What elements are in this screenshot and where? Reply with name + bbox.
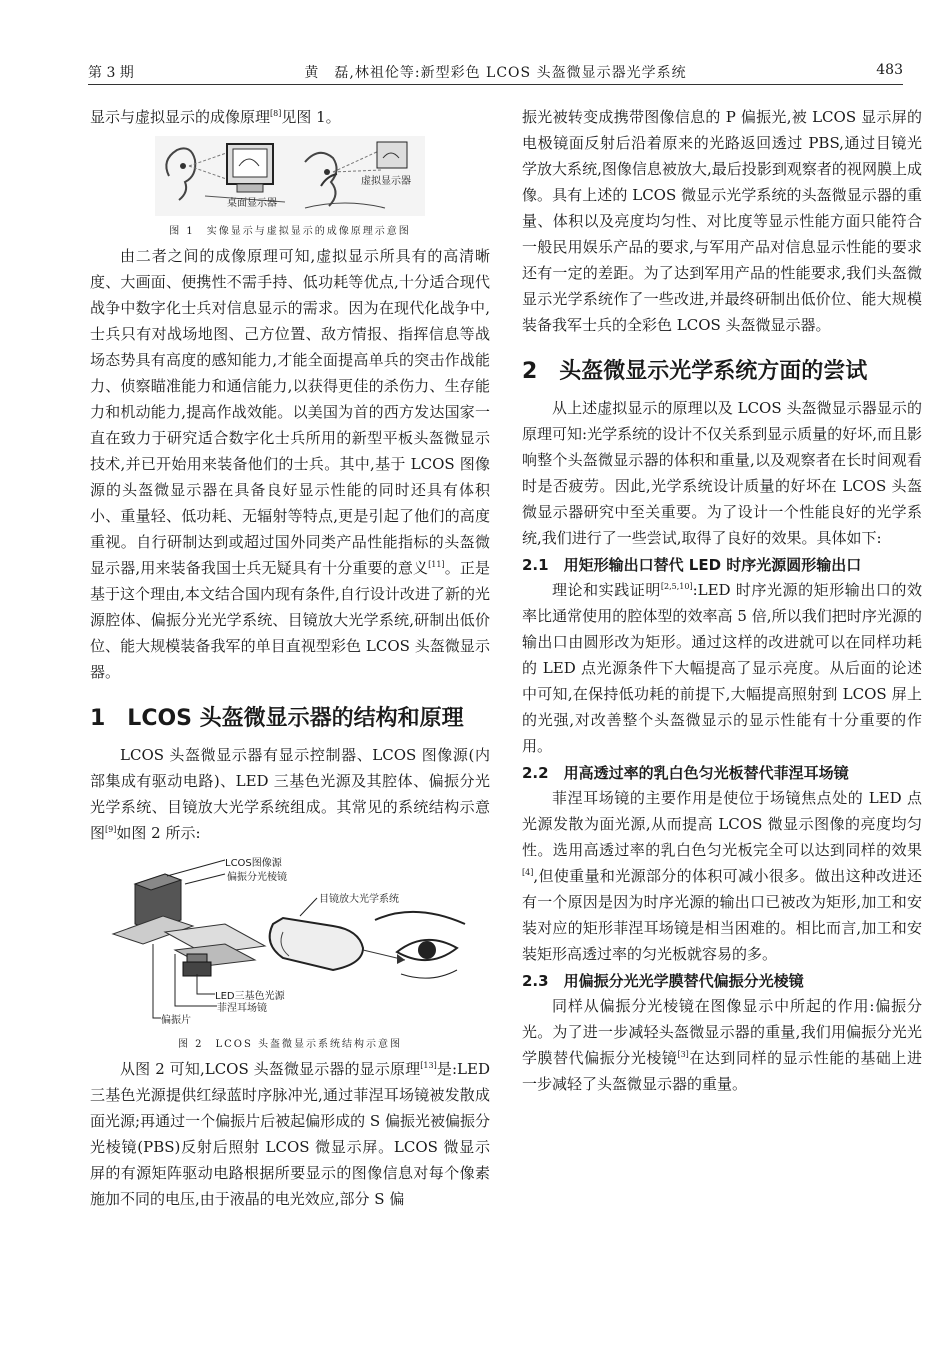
paragraph: 由二者之间的成像原理可知,虚拟显示所具有的高清晰度、大画面、便携性不需手持、低功耗等优点,十分适合现代战争中数字化士兵对信息显示的需求。因为在现代化战争中,士兵只有对战场地图、己方位置、敌方情报、指挥信息等战场态势具有高度的感知能力,才能全面提高单兵的突击作战能力、侦察瞄准能力和通信能力,以获得更佳的杀伤力、生存能力和机动能力,提高作战效能。以美国为首的西方发达国家一直在致力于研究适合数字化士兵所用的新型平板头盔微显示技术,并已开始用来装备他们的士兵。其中,基于 LCOS 图像源的头盔微显示器在具备良好显示性能的同时还具有体积小、重量轻、低功耗、无辐射等特点,更是引起了他们的高度重视。自行研制达到或超过国外同类产品性能指标的头盔微显示器,用来装备我国士兵无疑具有十分重要的意义[11]。正是基于这个理由,本文结合国内现有条件,自行设计改进了新的光源腔体、偏振分光光学系统、目镜放大光学系统,研制出低价位、能大规模装备我军的单目直视型彩色 LCOS 头盔微显示器。 [90, 247, 490, 681]
citation[interactable]: [4] [522, 868, 534, 877]
page-number: 483 [876, 62, 903, 78]
figure-1-image [155, 136, 425, 216]
citation[interactable]: [9] [105, 825, 117, 834]
paragraph: 显示与虚拟显示的成像原理[8]见图 1。 [90, 108, 341, 126]
right-column [522, 104, 922, 1097]
citation[interactable]: [3] [677, 1050, 689, 1059]
label-desktop-display: 桌面显示器 [227, 198, 277, 209]
paragraph: 从图 2 可知,LCOS 头盔微显示器的显示原理[13]是:LED 三基色光源提供红绿蓝时序脉冲光,通过菲涅耳场镜被发散成面光源;再通过一个偏振片后被起偏形成的 S 偏振光被偏振分光棱镜(PBS)反射后照射 LCOS 微显示屏。LCOS 微显示屏的有源矩阵驱动电路根据所要显示的图像信息对每个像素施加不同的电压,由于液晶的电光效应,部分 S 偏 [90, 1060, 490, 1208]
figure-2-caption: 图 2 LCOS 头盔微显示系统结构示意图 [177, 1039, 403, 1050]
figure-2-illustration [105, 854, 475, 1029]
label-polarizer: 偏振片 [161, 1015, 191, 1026]
section-1-heading: 1 LCOS 头盔微显示器的结构和原理 [90, 706, 464, 731]
issue-number: 第 3 期 [88, 65, 134, 81]
subsection-2-1-heading: 2.1 用矩形输出口替代 LED 时序光源圆形输出口 [522, 556, 862, 574]
label-fresnel-lens: 菲涅耳场镜 [217, 1003, 267, 1014]
running-header [88, 60, 903, 85]
paragraph: 理论和实践证明[2,5,10]:LED 时序光源的矩形输出口的效率比通常使用的腔体型的效率高 5 倍,所以我们把时序光源的输出口由圆形改为矩形。通过这样的改进就可以在同样功耗的 LED 点光源条件下大幅提高了显示亮度。从后面的论述中可知,在保持低功耗的前提下,大幅提高照射到 LCOS 屏上的光强,对改善整个头盔微显示的显示性能有十分重要的作用。 [522, 581, 922, 755]
paragraph: 同样从偏振分光棱镜在图像显示中所起的作用:偏振分光。为了进一步减轻头盔微显示器的重量,我们用偏振分光光学膜替代偏振分光棱镜[3]在达到同样的显示性能的基础上进一步减轻了头盔微显示器的重量。 [522, 997, 922, 1093]
citation[interactable]: [11] [428, 560, 445, 569]
label-lcos-source: LCOS图像源 [225, 858, 282, 869]
paragraph: LCOS 头盔微显示器有显示控制器、LCOS 图像源(内部集成有驱动电路)、LED 三基色光源及其腔体、偏振分光光学系统、目镜放大光学系统组成。其常见的系统结构示意图[9]如图 2 所示: [90, 746, 490, 842]
citation[interactable]: [8] [270, 109, 282, 118]
subsection-2-2-heading: 2.2 用高透过率的乳白色匀光板替代菲涅耳场镜 [522, 764, 849, 782]
left-column [90, 104, 490, 1212]
citation[interactable]: [2,5,10] [660, 582, 693, 591]
subsection-2-3-heading: 2.3 用偏振分光光学膜替代偏振分光棱镜 [522, 972, 804, 990]
paragraph: 振光被转变成携带图像信息的 P 偏振光,被 LCOS 显示屏的电极镜面反射后沿着原来的光路返回透过 PBS,通过目镜光学放大系统,图像信息被放大,最后投影到观察者的视网膜上成像。具有上述的 LCOS 微显示光学系统的头盔微显示器的重量、体积以及亮度均匀性、对比度等显示性能方面只能符合一般民用娱乐产品的要求,与军用产品对信息显示性能的要求还有一定的差距。为了达到军用产品的性能要求,我们头盔微显示光学系统作了一些改进,并最终研制出低价位、能大规模装备我军士兵的全彩色 LCOS 头盔微显示器。 [522, 108, 922, 334]
citation[interactable]: [13] [420, 1061, 437, 1070]
running-title: 黄 磊,林祖伦等:新型彩色 LCOS 头盔微显示器光学系统 [304, 65, 687, 81]
label-led-source: LED三基色光源 [215, 991, 285, 1002]
label-eyepiece-system: 目镜放大光学系统 [319, 894, 399, 905]
paragraph: 菲涅耳场镜的主要作用是使位于场镜焦点处的 LED 点光源发散为面光源,从而提高 LCOS 微显示图像的亮度均匀性。选用高透过率的乳白色匀光板完全可以达到同样的效果[4],但使重量和光源部分的体积可减小很多。做出这种改进还有一个原因是因为时序光源的输出口已被改为矩形,加工和安装对应的矩形菲涅耳场镜是相当困难的。相比而言,加工和安装矩形高透过率的匀光板就容易的多。 [522, 789, 922, 963]
section-2-heading: 2 头盔微显示光学系统方面的尝试 [522, 359, 868, 384]
paragraph: 从上述虚拟显示的原理以及 LCOS 头盔微显示器显示的原理可知:光学系统的设计不仅关系到显示质量的好坏,而且影响整个头盔微显示器的体积和重量,以及观察者在长时间观看时是否疲劳。因此,光学系统设计质量的好坏在 LCOS 头盔微显示器研究中至关重要。为了设计一个性能良好的光学系统,我们进行了一些尝试,取得了良好的效果。具体如下: [522, 399, 922, 547]
label-virtual-display: 虚拟显示器 [361, 176, 411, 187]
figure-1-caption: 图 1 实像显示与虚拟显示的成像原理示意图 [169, 226, 411, 237]
figure-2-image [105, 854, 475, 1029]
label-pbs-prism: 偏振分光棱镜 [227, 872, 287, 883]
